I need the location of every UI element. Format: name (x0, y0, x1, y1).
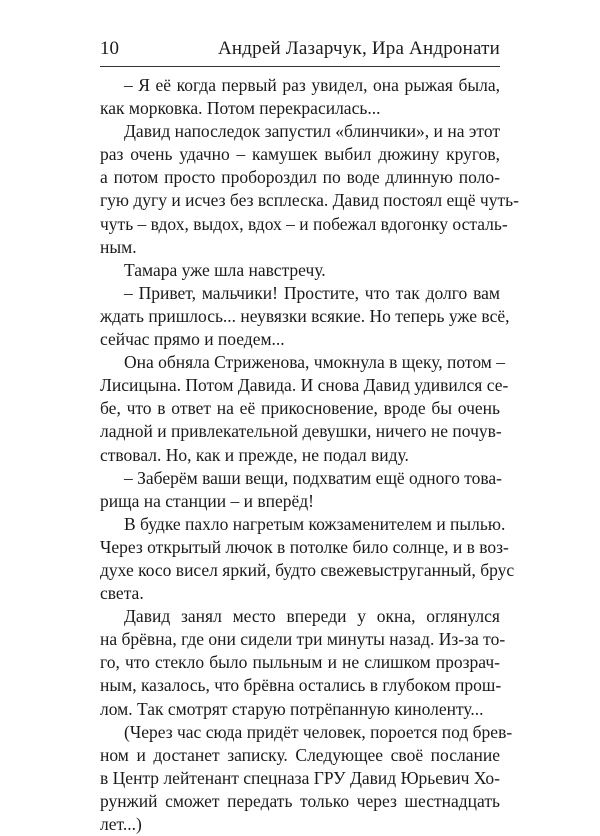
page-number: 10 (100, 38, 119, 59)
text-line: ном и достанет записку. Следующее своё послание (100, 744, 500, 765)
text-line: света. (100, 583, 144, 604)
text-line: Тамара уже шла навстречу. (124, 259, 326, 280)
header-rule (100, 66, 500, 67)
body-text (100, 74, 519, 836)
text-line: Через открытый лючок в потолке било солнце, и в воз- (100, 536, 509, 557)
text-line: – Я её когда первый раз увидел, она рыжая была, (124, 75, 500, 95)
text-line: на брёвна, где они сидели три минуты назад. Из-за то- (100, 629, 506, 650)
text-line: Лисицына. Потом Давида. И снова Давид удивился се- (100, 375, 509, 396)
text-line: ным, казалось, что брёвна остались в глубоком прош- (100, 675, 502, 696)
text-line: духе косо висел яркий, будто свежевыструганный, брус (100, 559, 515, 580)
text-line: раз очень удачно – камушек выбил дюжину кругов, (100, 144, 500, 165)
text-line: – Заберём ваши вещи, подхватим ещё одного това- (124, 467, 502, 488)
text-line: как морковка. Потом перекрасилась... (100, 98, 381, 119)
text-line: ным. (100, 236, 137, 257)
running-header (100, 36, 500, 62)
text-line: Давид занял место впереди у окна, оглянулся (124, 606, 500, 627)
text-line: лом. Так смотрят старую потрёпанную киноленту... (100, 698, 484, 719)
text-line: – Привет, мальчики! Простите, что так долго вам (124, 282, 500, 303)
text-line: рища на станции – и вперёд! (100, 490, 314, 511)
text-line: чуть – вдох, выдох, вдох – и побежал вдогонку осталь- (100, 213, 508, 234)
text-line: ствовал. Но, как и прежде, не подал виду. (100, 444, 409, 465)
text-line: В будке пахло нагретым кожзаменителем и пылью. (124, 513, 506, 534)
text-line: рунжий сможет передать только через шестнадцать (100, 790, 500, 811)
text-line: Она обняла Стриженова, чмокнула в щеку, потом – (124, 352, 505, 373)
text-line: го, что стекло было пыльным и не слишком прозрач- (100, 652, 500, 673)
text-line: гую дугу и исчез без всплеска. Давид постоял ещё чуть- (100, 190, 519, 211)
text-line: сейчас прямо и поедем... (100, 329, 285, 350)
text-line: в Центр лейтенант спецназа ГРУ Давид Юрьевич Хо- (100, 767, 500, 788)
text-line: лет...) (100, 814, 142, 834)
text-line: (Через час сюда придёт человек, пороется под брев- (124, 721, 513, 742)
text-line: а потом просто пробороздил по воде длинную поло- (100, 167, 500, 188)
text-line: бе, что в ответ на её прикосновение, вроде бы очень (100, 398, 500, 419)
text-line: Давид напоследок запустил «блинчики», и на этот (124, 121, 500, 142)
text-line: ладной и привлекательной девушки, ничего не почув- (100, 421, 502, 442)
text-line: ждать пришлось... неувязки всякие. Но теперь уже всё, (100, 305, 510, 326)
running-title: Андрей Лазарчук, Ира Андронати (217, 38, 500, 59)
